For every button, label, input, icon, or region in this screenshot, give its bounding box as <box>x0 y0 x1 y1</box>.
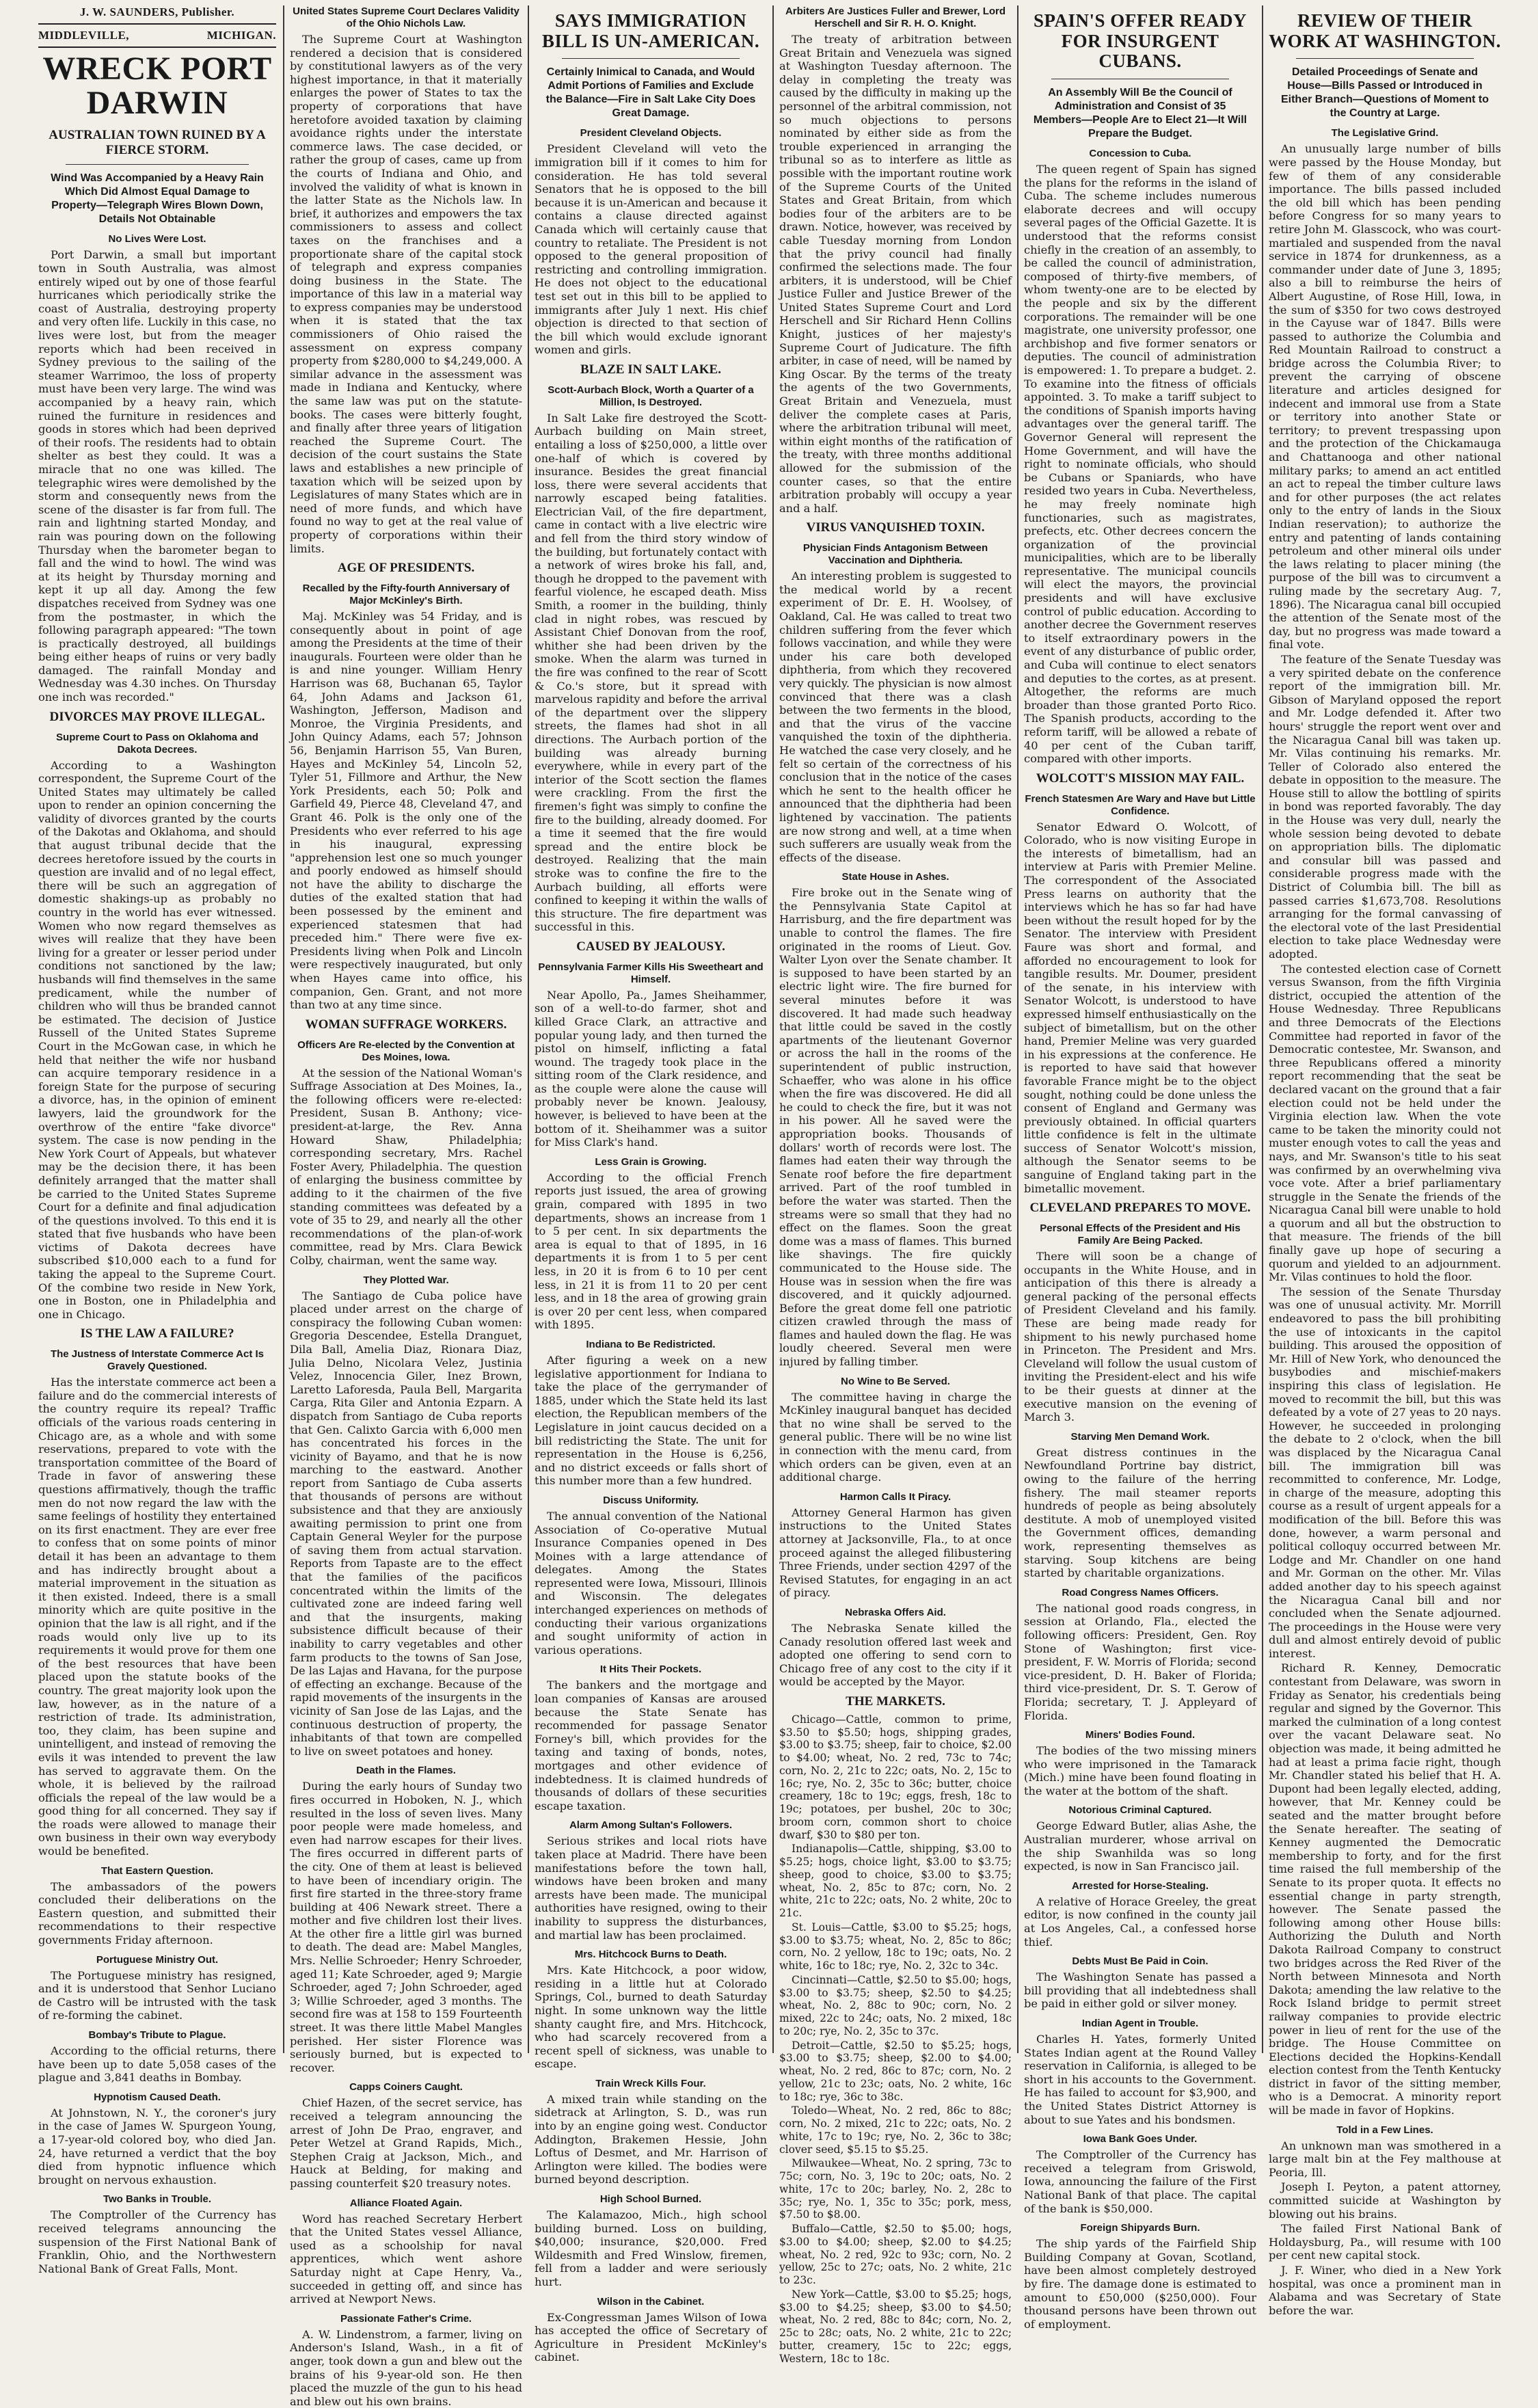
article-text: The Kalamazoo, Mich., high school building burned. Loss on building, $40,000; insurance, $20,000. Fred Wildesmith and Fred Winslow, firemen, fell from a ladder and were seriously hurt. <box>535 2208 767 2288</box>
deck: Personal Effects of the President and His Family Are Being Packed. <box>1040 1222 1241 1247</box>
headline: DIVORCES MAY PROVE ILLEGAL. <box>49 709 265 724</box>
deck: Certainly Inimical to Canada, and Would Admit Portions of Families and Exclude the Balance—Fire in Salt Lake City Does Great Damage. <box>545 66 756 120</box>
divider <box>66 164 249 165</box>
market-report: Cincinnati—Cattle, $2.50 to $5.00; hogs, $3.00 to $3.75; sheep, $2.50 to $4.25; wheat, No. 2, 88c to 90c; corn, No. 2 mixed, 22c to 24c; oats, No. 2 mixed, 18c to 20c; rye, No. 2, 35c to 37c. <box>779 1973 1012 2037</box>
subheading: Bombay's Tribute to Plague. <box>88 2029 226 2041</box>
article-text: The feature of the Senate Tuesday was a very spirited debate on the conference report of the immigration bill. Mr. Gibson of Maryland opposed the report and Mr. Lodge defended it. After two hours' struggle the report went over and the Nicaragua Canal bill was taken up. Mr. Vilas continuing his remarks. Mr. Teller of Colorado also entered the debate in opposition to the measure. The House still to allow the bottling of spirits in bond was reported favorably. The day in the House was very dull, nearly the whole session being devoted to debate on appropriation bills. The diplomatic and consular bill was passed and considerable progress made with the District of Columbia bill. The bill as passed carries $1,673,708. Resolutions arranging for the formal canvassing of the electoral vote of the last Presidential election to take place Wednesday were adopted. <box>1269 652 1501 961</box>
article-text: The Comptroller of the Currency has received telegrams announcing the suspension of the First National Bank of Franklin, Ohio, and the Northwestern National Bank of Great Falls, Mont. <box>38 2208 276 2275</box>
subheading: Passionate Father's Crime. <box>340 2312 472 2325</box>
subheading: Two Banks in Trouble. <box>103 2193 212 2206</box>
masthead <box>38 5 276 19</box>
article-text: At Johnstown, N. Y., the coroner's jury in the case of James W. Spurgeon Young, a 17-year-old colored boy, who died Jan. 24, have returned a verdict that the boy died from hypnotic influence which brought on nervous exhaustion. <box>38 2106 276 2186</box>
column-1 <box>34 5 280 2275</box>
article-text: The Nebraska Senate killed the Canady resolution offered last week and adopted one offering to send corn to Chicago free of any cost to the city if it would be accepted by the Mayor. <box>779 1621 1012 1689</box>
markets-headline: THE MARKETS. <box>846 1694 945 1709</box>
column-2 <box>286 5 526 2408</box>
article-text: Serious strikes and local riots have taken place at Madrid. There have been manifestations before the town hall, windows have been broken and many arrests have been made. The municipal authorities have resigned, owing to their inability to suppress the disturbances, and martial law has been proclaimed. <box>535 1834 767 1942</box>
subheading: The Legislative Grind. <box>1331 127 1439 139</box>
subheading: Alliance Floated Again. <box>349 2197 463 2209</box>
article-text: The Supreme Court at Washington rendered a decision that is considered by constitutional lawyers as of the very highest importance, in that it materially enlarges the power of States to tax the property of corporations that have heretofore avoided taxation by claiming avoidance rights under the interstate commerce laws. The case decided, or rather the group of cases, came up from the courts of Indiana and Ohio, and involved the validity of what is known in the latter State as the Nichols law. In brief, it authorizes and empowers the tax commissioners to assess and collect taxes on the franchises and a proportionate share of the capital stock of telegraph and express companies doing business in the State. The importance of this law in a material way to express companies may be understood when it is stated that the tax commissioners of Ohio raised the assessment on express company property from $280,000 to $4,249,000. A similar advance in the assessment was made in Indiana and Kentucky, where the same law was put on the statute-books. The cases were bitterly fought, and finally after three years of litigation reached the Supreme Court. The decision of the court sustains the State laws and establishes a new principle of taxation which will be seized upon by Legislatures of many States which are in need of more funds, and which have found no way to get at the real value of property of corporations within their limits. <box>290 33 522 555</box>
article-text: The bankers and the mortgage and loan companies of Kansas are aroused because the State Senate has recommended for passage Senator Forney's bill, which provides for the taxing and taxing of bonds, notes, mortgages and other evidence of indebtedness. It is claimed hundreds of thousands of dollars of these securities escape taxation. <box>535 1678 767 1812</box>
subheading: Death in the Flames. <box>356 1765 456 1777</box>
subheading: Indian Agent in Trouble. <box>1081 2018 1199 2029</box>
subheading: Iowa Bank Goes Under. <box>1083 2133 1198 2145</box>
subheading: Alarm Among Sultan's Followers. <box>569 1819 733 1832</box>
subheading: Train Wreck Kills Four. <box>595 2077 706 2089</box>
headline: SAYS IMMIGRATION BILL IS UN-AMERICAN. <box>541 10 760 51</box>
deck: Pennsylvania Farmer Kills His Sweetheart and Himself. <box>538 961 764 985</box>
market-report: Toledo—Wheat, No. 2 red, 86c to 88c; corn, No. 2 mixed, 21c to 22c; oats, No. 2 white, 17c to 19c; rye, No. 2, 36c to 38c; clover seed, $5.15 to $5.25. <box>779 2104 1012 2156</box>
article-text: After figuring a week on a new legislative apportionment for Indiana to take the place of the gerrymander of 1885, under which the State held its last election, the Republican members of the Legislature in joint caucus decided on a bill redistricting the State. The unit for representation in the House is 6,256, and no district exceeds or falls short of this number more than a few hundred. <box>535 1353 767 1488</box>
subheading: No Wine to Be Served. <box>841 1375 950 1387</box>
deck: Physician Finds Antagonism Between Vaccination and Diphtheria. <box>802 542 988 567</box>
column-rule <box>1262 5 1263 2053</box>
article-text: The Portuguese ministry has resigned, and it is understood that Senhor Luciano de Castro will be intrusted with the task of re-forming the cabinet. <box>38 1968 276 2022</box>
article-text: Mrs. Kate Hitchcock, a poor widow, residing in a little hut at Colorado Springs, Col., burned to death Saturday night. In some unknown way the little shanty caught fire, and Mrs. Hitchcock, who had scarcely recovered from a recent spell of sickness, was unable to escape. <box>535 1964 767 2071</box>
headline: SPAIN'S OFFER READY FOR INSURGENT CUBANS. <box>1033 10 1247 72</box>
headline: IS THE LAW A FAILURE? <box>80 1326 234 1341</box>
article-text: Has the interstate commerce act been a failure and do the commercial interests of the country require its repeal? Traffic officials of the various roads centering in Chicago are, as a whole and with some reservations, prepared to vote with the transportation committee of the Board of Trade in favor of answering these questions affirmatively, though the traffic men do not now regard the law with the same feelings of hostility they entertained on its first enactment. They are ever free to confess that on some points of minor detail it has been an advantage to them and has indirectly brought about a material improvement in the situation as it then existed. Indeed, there is a small minority which are quite positive in the opinion that the law is all right, and if the roads would only live up to its requirements it would prove for them one of the best resources that have been placed upon the statute books of the country. The great majority look upon the law, however, as in the nature of a restriction of trade. Its administration, too, they claim, has been supine and unintelligent, and instead of removing the evils it was intended to prevent the law has served to aggravate them. On the whole, it is believed by the railroad officials the repeal of the law would be a good thing for all concerned. They say if the roads were allowed to manage their own business in their own way everybody would be benefited. <box>38 1376 276 1858</box>
article-text: The Comptroller of the Currency has received a telegram from Griswold, Iowa, announcing the failure of the First National Bank of that place. The capital of the bank is $50,000. <box>1024 2148 1256 2215</box>
subheading: Foreign Shipyards Burn. <box>1080 2222 1200 2234</box>
column-rule <box>528 5 529 2053</box>
subheading: Mrs. Hitchcock Burns to Death. <box>574 1949 727 1961</box>
deck: Officers Are Re-elected by the Convention at Des Moines, Iowa. <box>297 1039 515 1063</box>
subheading: Starving Men Demand Work. <box>1070 1430 1210 1443</box>
article-text: Word has reached Secretary Herbert that the United States vessel Alliance, used as a schoolship for naval apprentices, which went ashore Saturday night at Cape Henry, Va., succeeded in getting off, and since has arrived at Newport News. <box>290 2212 522 2306</box>
subheading: Arrested for Horse-Stealing. <box>1071 1879 1209 1892</box>
subheading: Arbiters Are Justices Fuller and Brewer, Lord Herschell and Sir R. H. O. Knight. <box>785 5 1006 29</box>
article-text: The failed First National Bank of Holdaysburg, Pa., will resume with 100 per cent new capital stock. <box>1269 2222 1501 2262</box>
article-text: The ship yards of the Fairfield Ship Building Company at Govan, Scotland, have been almost completely destroyed by fire. The damage done is estimated to amount to £50,000 ($250,000). Four thousand persons have been thrown out of employment. <box>1024 2237 1256 2331</box>
headline: CLEVELAND PREPARES TO MOVE. <box>1029 1201 1251 1216</box>
deck: The Justness of Interstate Commerce Act Is Gravely Questioned. <box>50 1348 265 1373</box>
article-text: Joseph I. Peyton, a patent attorney, committed suicide at Washington by blowing out his brains. <box>1269 2180 1501 2221</box>
subheading: Notorious Criminal Captured. <box>1068 1804 1212 1817</box>
subheading: Discuss Uniformity. <box>603 1494 699 1506</box>
lead-deck: Wind Was Accompanied by a Heavy Rain Which Did Almost Equal Damage to Property—Telegraph Wires Blown Down, Details Not Obtainable <box>51 172 264 226</box>
article-text: There will soon be a change of occupants in the White House, and in anticipation of this there is already a general packing of the personal effects of President Cleveland and his family. These are being made ready for shipment to his newly purchased home in Princeton. The President and Mrs. Cleveland will follow the usual custom of inviting the President-elect and his wife to be their guests at dinner at the executive mansion on the evening of March 3. <box>1024 1250 1256 1424</box>
article-text: An interesting problem is suggested to the medical world by a recent experiment of Dr. E. H. Woolsey, of Oakland, Cal. He was called to treat two children suffering from the fever which follows vaccination, and while they were under his care both developed diphtheria, from which they recovered very quickly. The physician is now almost convinced that there was a clash between the two ferments in the blood, and that the virus of the vaccine vanquished the toxin of the diphtheria. He watched the case very closely, and he felt so certain of the correctness of his conclusion that in the notice of the cases which he sent to the health officer he announced that the diphtheria had been lightened by vaccination. The patients are now strong and well, at a time when such sufferers are usually weak from the effects of the disease. <box>779 570 1012 864</box>
article-text: According to the official French reports just issued, the area of growing grain, compared with 1895 in two departments, shows an increase from 1 to 5 per cent. In six departments the area is equal to that of 1895, in 16 departments it is from 1 to 5 per cent less, in 20 it is from 6 to 10 per cent less, in 21 it is from 11 to 20 per cent less, and in 18 the area of growing grain is over 20 per cent less, when compared with 1895. <box>535 1170 767 1332</box>
article-text: The national good roads congress, in session at Orlando, Fla., elected the following officers: President, Gen. Roy Stone of Washington; first vice-president, F. W. Morris of Florida; second vice-president, D. H. Baker of Florida; third vice-president, Dr. S. T. Gerow of Florida; secretary, T. J. Appleyard of Florida. <box>1024 1601 1256 1722</box>
article-text: An unknown man was smothered in a large malt bin at the Fey malthouse at Peoria, Ill. <box>1269 2139 1501 2179</box>
headline: CAUSED BY JEALOUSY. <box>576 939 725 954</box>
subheading: Miners' Bodies Found. <box>1085 1729 1196 1741</box>
market-report: Indianapolis—Cattle, shipping, $3.00 to $5.25; hogs, choice light, $3.00 to $3.75; sheep, good to choice, $3.00 to $3.75; wheat, No. 2, 85c to 87c; corn, No. 2 white, 21c to 22c; oats, No. 2 white, 20c to 21c. <box>779 1843 1012 1920</box>
article-text: The contested election case of Cornett versus Swanson, from the fifth Virginia district, occupied the attention of the House Wednesday. Three Republicans and three Democrats of the Elections Committee had reported in favor of the Democratic contestee, Mr. Swanson, and three Republicans offered a minority report recommending that the seat be declared vacant on the ground that a fair election could not be held under the Virginia election law. When the vote came to be taken the minority could not muster enough votes to call the yeas and nays, and Mr. Swanson's title to his seat was confirmed by an overwhelming viva voce vote. After a brief parliamentary struggle in the Senate the friends of the Nicaragua Canal bill were unable to hold a quorum and all but the obstruction to that measure. The friends of the bill finally gave up hope of securing a quorum and yielded to an adjournment. Mr. Vilas continues to hold the floor. <box>1269 962 1501 1284</box>
subheading: Concession to Cuba. <box>1089 148 1191 160</box>
headline: VIRUS VANQUISHED TOXIN. <box>806 520 985 535</box>
article-text: According to the official returns, there have been up to date 5,058 cases of the plague and 3,841 deaths in Bombay. <box>38 2044 276 2085</box>
headline: REVIEW OF THEIR WORK AT WASHINGTON. <box>1269 10 1501 51</box>
deck: Detailed Proceedings of Senate and House—Bills Passed or Introduced in Either Branch—Questions of Moment to the Country at Large. <box>1280 66 1489 120</box>
article-text: Near Apollo, Pa., James Sheihammer, son of a well-to-do farmer, shot and killed Grace Clark, an attractive and popular young lady, and then turned the pistol on himself, inflicting a fatal wound. The tragedy took place in the sitting room of the Clark residence, and as the couple were alone the cause will probably never be known. Jealousy, however, is believed to have been at the bottom of it. Sheihammer was a suitor for Miss Clark's hand. <box>535 988 767 1149</box>
article-text: The treaty of arbitration between Great Britain and Venezuela was signed at Washington Tuesday afternoon. The delay in completing the treaty was caused by the difficulty in making up the personnel of the arbitral commission, not so much objections to persons nominated by either side as from the trouble experienced in arranging the tribunal so as to interfere as little as possible with the important routine work of the Supreme Courts of the United States and Great Britain, from which bodies four of the arbiters are to be drawn. Notice, however, was received by cable Tuesday morning from London that the privy council had finally confirmed the selections made. The four arbiters, it is understood, will be Chief Justice Fuller and Justice Brewer of the United States Supreme Court and Lord Herschell and Sir Richard Henn Collins Knight, justices of her majesty's Supreme Court of Judicature. The fifth arbiter, in case of need, will be named by King Oscar. By the terms of the treaty the agents of the two Governments, Great Britain and Venezuela, must deliver the complete cases at Paris, where the arbitration tribunal will meet, within eight months of the ratification of the treaty, with three months additional allowed for the submission of the counter cases, so that the entire arbitration probably will occupy a year and a half. <box>779 33 1012 515</box>
article-text: Richard R. Kenney, Democratic contestant from Delaware, was sworn in Friday as Senator, his credentials being regular and signed by the Governor. This marked the culmination of a long contest over the vacant Delaware seat. No objection was made, it being admitted he had at least a prima facie right, though Mr. Chandler stated his belief that H. A. Dupont had been legally elected, adding, however, that Mr. Kenney could be seated and the matter brought before the Senate hereafter. The seating of Kenney augmented the Democratic membership to forty, and for the first time raised the full membership of the Senate to its proper quota. It effects no essential change in party strength, however. The Senate passed the following among other House bills: Authorizing the Duluth and North Dakota Railroad Company to construct two bridges across the Red River of the North between Minnesota and North Dakota; amending the law relative to the Rock Island bridge to permit street railway companies to provide electric power in lieu of rent for the use of the bridge. The House Committee on Elections decided the Hopkins-Kendall election contest from the Tenth Kentucky district in favor of the sitting member, who is a Democrat. A minority report will be made in favor of Hopkins. <box>1269 1661 1501 2117</box>
subheading: Told in a Few Lines. <box>1336 2124 1433 2136</box>
article-text: The annual convention of the National Association of Co-operative Mutual Insurance Companies opened in Des Moines with a large attendance of delegates. Among the States represented were Iowa, Missouri, Illinois and Wisconsin. The delegates interchanged experiences on methods of conducting their various organizations and sought uniformity of action in various operations. <box>535 1509 767 1657</box>
deck: An Assembly Will Be the Council of Administration and Consist of 35 Members—People Are to Elect 21—It Will Prepare the Budget. <box>1033 87 1247 140</box>
subheading: State House in Ashes. <box>841 871 949 883</box>
article-text: A relative of Horace Greeley, the great editor, is now confined in the county jail at Los Angeles, Cal., a confessed horse thief. <box>1024 1895 1256 1949</box>
market-report: New York—Cattle, $3.00 to $5.25; hogs, $3.00 to $4.25; sheep, $3.00 to $4.50; wheat, No. 2 red, 88c to 84c; corn, No. 2, 25c to 28c; oats, No. 2 white, 21c to 22c; butter, creamery, 15c to 22c; eggs, Western, 18c to 18c. <box>779 2288 1012 2365</box>
subheading: Less Grain is Growing. <box>595 1155 707 1168</box>
article-text: Ex-Congressman James Wilson of Iowa has accepted the office of Secretary of Agriculture in President McKinley's cabinet. <box>535 2310 767 2364</box>
article-text: The committee having in charge the McKinley inaugural banquet has decided that no wine shall be served to the general public. There will be no wine list in connection with the menu card, from which orders can be given, even at an additional charge. <box>779 1390 1012 1484</box>
masthead-rule <box>38 23 276 25</box>
article-text: Great distress continues in the Newfoundland Portrine bay district, owing to the failure of the herring fishery. The mail steamer reports hundreds of people as being absolutely destitute. A mob of unemployed visited the Government offices, demanding work, representing themselves as starving. Soup kitchens are being started by charitable organizations. <box>1024 1445 1256 1580</box>
subheading: No Lives Were Lost. <box>108 233 206 245</box>
article-text: A mixed train while standing on the sidetrack at Arlington, S. D., was run into by an engine going west. Conductor Addington, Brakemen Hessie, John Loftus of Desmet, and Mr. Harrison of Arlington were killed. The bodies were burned beyond description. <box>535 2092 767 2186</box>
column-4 <box>775 5 1016 2365</box>
subheading: They Plotted War. <box>363 1274 449 1286</box>
market-report: Milwaukee—Wheat, No. 2 spring, 73c to 75c; corn, No. 3, 19c to 20c; oats, No. 2 white, 17c to 20c; barley, No. 2, 28c to 35c; rye, No. 1, 35c to 35c; pork, mess, $7.50 to $8.00. <box>779 2157 1012 2221</box>
divider <box>562 58 740 59</box>
market-report: Chicago—Cattle, common to prime, $3.50 to $5.50; hogs, shipping grades, $3.00 to $3.75; sheep, fair to choice, $2.00 to $4.00; wheat, No. 2 red, 73c to 74c; corn, No. 2, 21c to 22c; oats, No. 2, 15c to 16c; rye, No. 2, 35c to 36c; butter, choice creamery, 18c to 19c; eggs, fresh, 18c to 19c; potatoes, per bushel, 20c to 30c; broom corn, common short to choice dwarf, $30 to $80 per ton. <box>779 1713 1012 1841</box>
subheading: Portuguese Ministry Out. <box>96 1953 219 1966</box>
article-text: The queen regent of Spain has signed the plans for the reforms in the island of Cuba. The scheme includes numerous elaborate decrees and will occupy several pages of the Official Gazette. It is understood that the reforms consist chiefly in the creation of an assembly, to be called the council of administration, composed of thirty-five members, of whom twenty-one are to be elected by the people and six by the different corporations. The remainder will be one magistrate, one university professor, one archbishop and five former senators or deputies. The council of administration is empowered: 1. To prepare a budget. 2. To examine into the fitness of officials appointed. 3. To make a tariff subject to the conditions of Spanish imports having advantages over the general tariff. The Governor General will represent the Home Government, and will have the right to nominate officials, who should be Cubans or Spaniards, who have resided two years in Cuba. Nevertheless, he may freely nominate high functionaries, such as magistrates, prefects, etc. Other decrees concern the organization of the provincial municipalities, which are to be liberally representative. The municipal councils will elect the mayors, the provincial presidents and will have exclusive control of public education. According to another decree the Government reserves to itself extraordinary powers in the event of any disturbance of public order, and Cuba will continue to elect senators and deputies to the cortes, as at present. Altogether, the reforms are much broader than those granted Porto Rico. The Spanish products, according to the reform tariff, will be allowed a rebate of 40 per cent of the Cuban tariff, compared with other imports. <box>1024 163 1256 766</box>
subheading: High School Burned. <box>599 2193 702 2206</box>
article-text: Charles H. Yates, formerly United States Indian agent at the Round Valley reservation in California, is alleged to be short in his accounts to the Government. He has failed to account for $3,900, and the United States District Attorney is about to sue Yates and his bondsmen. <box>1024 2033 1256 2126</box>
article-text: A. W. Lindenstrom, a farmer, living on Anderson's Island, Wash., in a fit of anger, took down a gun and blew out the brains of his 9-year-old son. He then placed the muzzle of the gun to his head and blew out his own brains. <box>290 2327 522 2408</box>
town: MIDDLEVILLE, <box>38 29 130 42</box>
article-text: George Edward Butler, alias Ashe, the Australian murderer, whose arrival on the ship Swanhilda was so long expected, is now in San Francisco jail. <box>1024 1819 1256 1873</box>
market-report: Detroit—Cattle, $2.50 to $5.25; hogs, $3.00 to $3.75; sheep, $2.00 to $4.00; wheat, No. 2 red, 86c to 87c; corn, No. 2 yellow, 21c to 23c; oats, No. 2 white, 16c to 18c; rye, 36c to 38c. <box>779 2039 1012 2103</box>
article-text: In Salt Lake fire destroyed the Scott-Aurbach building on Main street, entailing a loss of $250,000, a little over one-half of which is covered by insurance. Besides the great financial loss, there were several accidents that narrowly escaped being fatalities. Electrician Vail, of the fire department, came in contact with a live electric wire and fell from the third story window of the building, but fortunately contact with a network of wires broke his fall, and, though he dropped to the pavement with fearful violence, he escaped death. Miss Smith, a roomer in the building, thinly clad in night robes, was rescued by Assistant Chief Donovan from the roof, whither she had been driven by the smoke. When the alarm was turned in the fire was confined to the rear of Scott & Co.'s store, but it spread with marvelous rapidity and before the arrival of the department over the slippery streets, the flames had shot in all directions. The Aurbach portion of the building was already burning everywhere, while in every part of the interior of the Scott section the flames were crackling. From the first the firemen's fight was simply to confine the fire to the building, already doomed. For a time it seemed that the fire would spread and the entire block be destroyed. Realizing that the main stroke was to confine the fire to the Aurbach building, all efforts were confined to keeping it within the walls of this structure. The fire department was successful in this. <box>535 411 767 934</box>
subheading: That Eastern Question. <box>100 1864 214 1877</box>
publisher: J. W. SAUNDERS, Publisher. <box>79 5 235 18</box>
subheading: It Hits Their Pockets. <box>599 1663 702 1676</box>
deck: Supreme Court to Pass on Oklahoma and Dakota Decrees. <box>56 731 258 755</box>
subheading: Hypnotism Caused Death. <box>94 2091 221 2103</box>
column-6 <box>1265 5 1505 2317</box>
subheading: United States Supreme Court Declares Validity of the Ohio Nichols Law. <box>293 5 520 29</box>
article-text: An unusually large number of bills were passed by the House Monday, but few of them of any considerable importance. The bills passed included the old bill which has been pending before Congress for so many years to retire John M. Glasscock, who was court-martialed and suspended from the naval service in 1874 for drunkenness, as a commander under date of June 3, 1895; also a bill to reimburse the heirs of Albert Augustine, of Rose Hill, Iowa, in the sum of $350 for two cows destroyed in the Cayuse war of 1847. Bills were passed to authorize the Columbia and Red Mountain Railroad to construct a bridge across the Columbia River; to prevent the carrying of obscene literature and articles designed for indecent and immoral use from a State or territory into another State or territory; to prevent trespassing upon and the protection of the Chickamauga and Chattanooga and other national military parks; to amend an act entitled an act to repeal the timber culture laws and for other purposes (the act relates only to the entry of lands in the Sioux Indian reservation); to authorize the entry and patenting of lands containing petroleum and other mineral oils under the laws relating to placer mining (the purpose of the bill was to circumvent a ruling made by the secretary Aug. 7, 1896). The Nicaragua canal bill occupied the attention of the Senate most of the day, but no progress was made toward a final vote. <box>1269 142 1501 652</box>
article-text: Chief Hazen, of the secret service, has received a telegram announcing the arrest of John De Prao, engraver, and Peter Wetzel at Grand Rapids, Mich., Stephen Craig at Jackson, Mich., and Hauck at Belding, for making and passing counterfeit $20 treasury notes. <box>290 2096 522 2190</box>
article-text: The Santiago de Cuba police have placed under arrest on the charge of conspiracy the following Cuban women: Gregoria Descendee, Estella Dranguet, Dila Ball, Amelia Diaz, Rionara Diaz, Julia Delno, Nicolara Velez, Justinia Velez, Innocencia Giler, Inez Brown, Laretto Laforesda, Paula Bell, Margarita Carga, Rita Giler and Antonia Ezparn. A dispatch from Santiago de Cuba reports that Gen. Calixto Garcia with 6,000 men has concentrated his forces in the vicinity of Bayamo, and that he is now marching to the eastward. Another report from Santiago de Cuba asserts that thousands of persons are without subsistence and that they are anxiously awaiting permission to print one from Captain General Weyler for the purpose of saving them from actual starvation. Reports from Tapaste are to the effect that the families of the pacificos concentrated within the limits of the cultivated zone are indeed faring well and that the insurgents, making subsistence difficult because of their inability to carry vegetables and other farm products to the towns of San Jose, De las Lajas and Havana, for the purpose of effecting an exchange. Because of the rapid movements of the insurgents in the vicinity of San Jose de las Lajas, and the continuous destruction of property, the inhabitants of that town are compelled to live on sweet potatoes and honey. <box>290 1289 522 1758</box>
subheading: Indiana to Be Redistricted. <box>586 1338 716 1350</box>
subheading: Capps Coiners Caught. <box>349 2081 463 2093</box>
article-text: The Washington Senate has passed a bill providing that all indebtedness shall be paid in either gold or silver money. <box>1024 1970 1256 2011</box>
column-rule <box>283 5 284 2053</box>
article-text: The bodies of the two missing miners who were imprisoned in the Tamarack (Mich.) mine have been found floating in the water at the bottom of the shaft. <box>1024 1744 1256 1797</box>
article-text: During the early hours of Sunday two fires occurred in Hoboken, N. J., which resulted in the loss of seven lives. Many poor people were made homeless, and even had narrow escapes for their lives. The fires occurred in different parts of the city. One of them at least is believed to have been of incendiary origin. The first fire started in the three-story frame building at 406 Newark street. There a mother and five children lost their lives. At the other fire a little girl was burned to death. The dead are: Mabel Mangles, Mrs. Nellie Schroeder; Henry Schroeder, aged 11; Kate Schroeder, aged 9; Margie Schroeder, aged 7; John Schroeder, aged 3; Willie Schroeder, aged 3 months. The second fire was at 158 to 159 Fourteenth street. It was there little Mabel Mangles perished. Her sister Florence was seriously burned, but is expected to recover. <box>290 1780 522 2074</box>
market-report: Buffalo—Cattle, $2.50 to $5.00; hogs, $3.00 to $4.00; sheep, $2.00 to $4.25; wheat, No. 2 red, 92c to 93c; corn, No. 2 yellow, 25c to 27c; oats, No. 2 white, 21c to 23c. <box>779 2223 1012 2287</box>
headline: BLAZE IN SALT LAKE. <box>580 362 721 377</box>
masthead-rule <box>38 46 276 48</box>
column-rule <box>1017 5 1018 2053</box>
headline: AGE OF PRESIDENTS. <box>337 561 475 576</box>
headline: WOLCOTT'S MISSION MAY FAIL. <box>1036 771 1245 786</box>
article-text: At the session of the National Woman's Suffrage Association at Des Moines, Ia., the following officers were re-elected: President, Susan B. Anthony; vice-president-at-large, the Rev. Anna Howard Shaw, Philadelphia; corresponding secretary, Mrs. Rachel Foster Avery, Philadelphia. The question of enlarging the business committee by adding to it the chairmen of the five standing committees was defeated by a vote of 35 to 29, and nearly all the other recommendations of the plan-of-work committee, read by Mrs. Clara Bewick Colby, chairman, went the same way. <box>290 1066 522 1267</box>
subheading: Road Congress Names Officers. <box>1062 1586 1219 1598</box>
market-report: St. Louis—Cattle, $3.00 to $5.25; hogs, $3.00 to $3.75; wheat, No. 2, 85c to 86c; corn, No. 2 yellow, 18c to 19c; oats, No. 2 white, 16c to 18c; rye, No. 2, 32c to 34c. <box>779 1921 1012 1972</box>
deck: Scott-Aurbach Block, Worth a Quarter of a Million, Is Destroyed. <box>548 384 754 408</box>
article-text: Maj. McKinley was 54 Friday, and is consequently about in point of age among the Presidents at the time of their inaugurals. Fourteen were older than he is and nine younger. William Henry Harrison was 68, Buchanan 65, Taylor 64, John Adams and Jackson 61, Washington, Jefferson, Madison and Monroe, the Virginia Presidents, and John Quincy Adams, each 57; Johnson 56, Benjamin Harrison 55, Van Buren, Hayes and McKinley 54, Lincoln 52, Tyler 51, Fillmore and Arthur, the New York Presidents, each 50; Polk and Garfield 49, Pierce 48, Cleveland 47, and Grant 46. Polk is the only one of the Presidents who ever referred to his age in his inaugural, expressing "apprehension lest one so much younger and poorly endowed as himself should not have the ability to discharge the duties of the exalted station that had been possessed by the eminent and experienced statesmen that had preceded him." There were five ex-Presidents living when Polk and Lincoln were respectively inaugurated, but only when Hayes came into office, his companion, Gen. Grant, and not more than two at any time since. <box>290 610 522 1012</box>
article-text: The session of the Senate Thursday was one of unusual activity. Mr. Morrill endeavored to pass the bill prohibiting the use of intoxicants in the capitol building. This aroused the opposition of Mr. Hill of New York, who denounced the busybodies and mischief-makers inspiring this class of legislation. He moved to recommit the bill, but this was defeated by a vote of 27 yeas to 20 nays. However, he succeeded in prolonging the debate to 2 o'clock, when the bill was displaced by the Nicaragua Canal bill. The immigration bill was recommitted to conference, Mr. Lodge, in charge of the measure, adopting this course as a result of urgent appeals for a modification of the bill. Before this was done, however, a warm personal and political colloquy occurred between Mr. Lodge and Mr. Chandler on one hand and Mr. Gorman on the other. Mr. Vilas added another day to his speech against the Nicaragua Canal bill and nor concluded when the Senate adjourned. The proceedings in the House were very dull and almost entirely devoid of public interest. <box>1269 1285 1501 1660</box>
article-text: According to a Washington correspondent, the Supreme Court of the United States may ultimately be called upon to render an opinion concerning the validity of divorces granted by the courts of the Dakotas and Oklahoma, and should that august tribunal decide that the decrees heretofore issued by the courts in question are invalid and of no legal effect, there will be such an aggregation of domestic shakings-up as probably no country in the world has ever witnessed. Women who now regard themselves as wives will realize that they have been living for a greater or lesser period under conditions not sanctioned by the law; husbands will find themselves in the same predicament, while the number of children who will thus be branded cannot be estimated. The decision of Justice Russell of the United States Supreme Court in the McGowan case, in which he held that neither the wife nor husband can acquire temporary residence in a foreign State for the purpose of securing a divorce, has, in the opinion of eminent lawyers, laid the groundwork for the overthrow of the entire "fake divorce" system. The case is now pending in the New York Court of Appeals, but whatever may be the decision there, it has been definitely arranged that the matter shall be carried to the United States Supreme Court for a definite and final adjudication of the questions involved. To this end it is stated that five husbands who have been victims of Dakota decrees have subscribed $10,000 each to a fund for taking the appeal to the Supreme Court. Of the combine two reside in New York, one in Boston, one in Philadelphia and one in Chicago. <box>38 758 276 1321</box>
subheading: Nebraska Offers Aid. <box>845 1606 946 1618</box>
article-text: Port Darwin, a small but important town in South Australia, was almost entirely wiped out by one of those fearful hurricanes which periodically strike the coast of Australia, destroying property and very often life. Luckily in this case, no lives were lost, but from the meager reports which had been received in Sydney previous to the sailing of the steamer Warrimoo, the loss of property must have been very large. The wind was accompanied by a heavy rain, which ruined the furniture in residences and goods in stores which had been deprived of their roofs. The residents had to obtain shelter as best they could. It was a miracle that no one was killed. The telegraphic wires were demolished by the storm and consequently news from the scene of the disaster is far from full. The rain and lightning started Monday, and rain was pouring down on the following Thursday when the barometer began to fall and the wind to howl. The wind was at its height by Thursday morning and kept it up all day. Among the few dispatches received from Sydney was one from the postmaster, in which the following paragraph appeared: "The town is practically destroyed, all buildings being either heaps of ruins or very badly damaged. The rainfall Monday and Wednesday was 4.30 inches. On Thursday one inch was recorded." <box>38 248 277 704</box>
divider <box>1296 58 1474 59</box>
lead-headline: WRECK PORT DARWIN <box>42 51 272 122</box>
lead-subhead: AUSTRALIAN TOWN RUINED BY A FIERCE STORM. <box>49 127 266 157</box>
state: MICHIGAN. <box>206 29 276 42</box>
column-5 <box>1020 5 1260 2331</box>
subheading: Wilson in the Cabinet. <box>597 2295 705 2307</box>
article-text: Attorney General Harmon has given instructions to the United States attorney at Jacksonville, Fla., to at once proceed against the alleged filibustering Three Friends, under section 4297 of the Revised Statutes, for engaging in an act of piracy. <box>779 1506 1012 1600</box>
column-rule <box>772 5 774 2053</box>
subheading: Debts Must Be Paid in Coin. <box>1072 1955 1209 1968</box>
headline: WOMAN SUFFRAGE WORKERS. <box>305 1017 507 1032</box>
deck: Recalled by the Fifty-fourth Anniversary of Major McKinley's Birth. <box>302 583 510 606</box>
column-3 <box>530 5 771 2364</box>
dateline <box>38 29 276 42</box>
article-text: President Cleveland will veto the immigration bill if it comes to him for consideration. He has told several Senators that he is opposed to the bill because it is un-American and because it contains a clause directed against Canada which will certainly cause that country to retaliate. The President is not opposed to the general proposition of restricting and controlling immigration. He does not object to the educational test set out in this bill to be applied to immigrants after July 1 next. His chief objection is directed to that section of the bill which would exclude ignorant women and girls. <box>535 142 767 357</box>
subheading: Harmon Calls It Piracy. <box>839 1490 952 1503</box>
subheading: President Cleveland Objects. <box>580 127 722 139</box>
article-text: Fire broke out in the Senate wing of the Pennsylvania State Capitol at Harrisburg, and the fire department was unable to control the flames. The fire originated in the rooms of Lieut. Gov. Walter Lyon over the Senate chamber. It is supposed to have been started by an electric light wire. The fire burned for several minutes before it was discovered. It had made such headway that little could be saved in the costly apartments of the lieutenant Governor or across the hall in the rooms of the superintendent of public instruction, Schaeffer, who was alone in his office when the fire was discovered. He did all he could to check the fire, but it was not in his power. All he saved were the appropriation books. Thousands of dollars' worth of records were lost. The flames had eaten their way through the Senate roof before the fire department arrived. Part of the roof tumbled in before the water was started. Then the streams were so small that they had no effect on the flames. Soon the great dome was a mass of flames. This burned like shavings. The fire quickly communicated to the House side. The House was in session when the fire was discovered, and it quickly adjourned. Before the great dome fell one patriotic citizen crawled through the mass of flames and hauled down the flag. He was loudly cheered. Several men were injured by falling timber. <box>779 886 1012 1369</box>
article-text: Senator Edward O. Wolcott, of Colorado, who is now visiting Europe in the interests of bimetallism, had an interview at Paris with Premier Meline. The correspondent of the Associated Press learns on authority that the interviews which he has so far had have been without the result hoped for by the Senator. The interview with President Faure was short and formal, and afforded no encouragement to look for tangible results. Mr. Doumer, president of the senate, in his interview with Senator Wolcott, is understood to have expressed himself enthusiastically on the subject of bimetallism, but on the other hand, Premier Meline was very guarded in his expressions at the conference. He is reported to have said that however favorable France might be to the object sought, nothing could be done unless the consent of England and Germany was previously obtained. In official quarters little confidence is felt in the ultimate success of Senator Wolcott's mission, although the Senator seems to be sanguine of England taking part in the bimetallic movement. <box>1024 820 1256 1195</box>
article-text: The ambassadors of the powers concluded their deliberations on the Eastern question, and submitted their recommendations to their respective governments Friday afternoon. <box>38 1879 276 1947</box>
article-text: J. F. Winer, who died in a New York hospital, was once a prominent man in Alabama and was Secretary of State before the war. <box>1269 2264 1501 2317</box>
deck: French Statesmen Are Wary and Have but Little Confidence. <box>1025 792 1256 817</box>
